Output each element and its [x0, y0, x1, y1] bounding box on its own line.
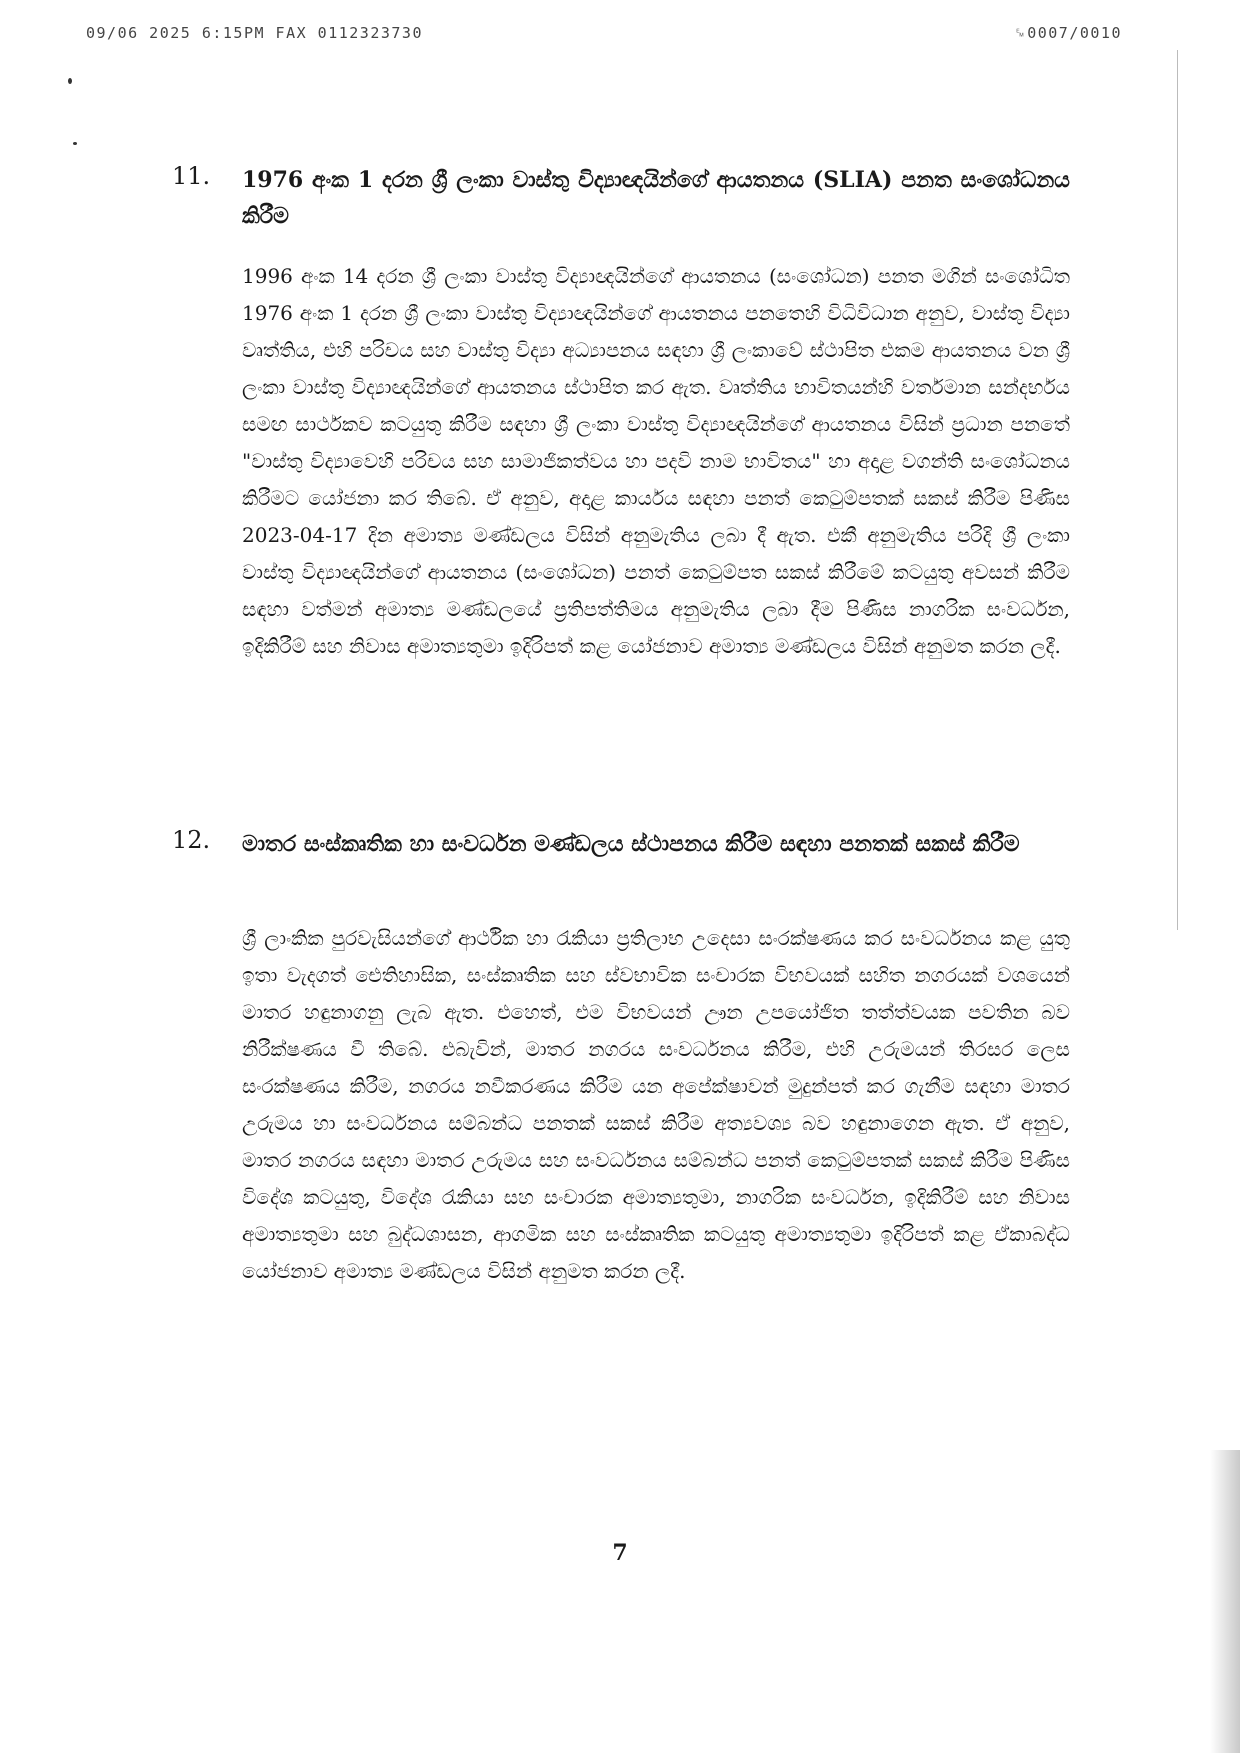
section-12: [172, 826, 1070, 1386]
section-11: [172, 162, 1070, 782]
fax-header: 09/06 2025 6:15PM FAX 0112323730: [86, 24, 423, 42]
page-number: 7: [612, 1540, 628, 1566]
scan-edge-shadow: [1210, 1450, 1240, 1753]
section-title: මාතර සංස්කෘතික හා සංවර්ධන මණ්ඩලය ස්ථාපනය කිරීම සඳහා පනතක් සකස් කිරීම: [242, 831, 1020, 857]
section-body: 1996 අංක 14 දරන ශ්‍රී ලංකා වාස්තු විද්‍යාඥයින්ගේ ආයතනය (සංශෝධන) පනත මගින් සංශෝධිත 1976 අංක 1 දරන ශ්‍රී ලංකා වාස්තු විද්‍යාඥයින්ගේ ආයතනය පනතෙහි විධිවිධාන අනුව, වාස්තු විද්‍යා වෘත්තිය, එහි පරිචය සහ වාස්තු විද්‍යා අධ්‍යාපනය සඳහා ශ්‍රී ලංකාවේ ස්ථාපිත එකම ආයතනය වන ශ්‍රී ලංකා වාස්තු විද්‍යාඥයින්ගේ ආයතනය ස්ථාපිත කර ඇත. වෘත්තිය භාවිතයන්හි වර්තමාන සන්දර්භය සමඟ සාර්ථකව කටයුතු කිරීම සඳහා ශ්‍රී ලංකා වාස්තු විද්‍යාඥයින්ගේ ආයතනය විසින් ප්‍රධාන පනතේ "වාස්තු විද්‍යාවෙහි පරිචය සහ සාමාජිකත්වය හා පදවි නාම භාවිතය" හා අදාළ වගන්ති සංශෝධනය කිරීමට යෝජනා කර තිබේ. ඒ අනුව, අදාළ කාර්යය සඳහා පනත් කෙටුම්පතක් සකස් කිරීම පිණිස 2023-04-17 දින අමාත්‍ය මණ්ඩලය විසින් අනුමැතිය ලබා දී ඇත. එකී අනුමැතිය පරිදි ශ්‍රී ලංකා වාස්තු විද්‍යාඥයින්ගේ ආයතනය (සංශෝධන) පනත් කෙටුම්පත සකස් කිරීමේ කටයුතු අවසන් කිරීම සඳහා වත්මන් අමාත්‍ය මණ්ඩලයේ ප්‍රතිපත්තිමය අනුමැතිය ලබා දීම පිණිස නාගරික සංවර්ධන, ඉදිකිරීම් සහ නිවාස අමාත්‍යතුමා ඉදිරිපත් කළ යෝජනාව අමාත්‍ය මණ්ඩලය විසින් අනුමත කරන ලදී.: [242, 264, 1070, 658]
scan-speck: [73, 142, 77, 145]
section-title: 1976 අංක 1 දරන ශ්‍රී ලංකා වාස්තු විද්‍යාඥයින්ගේ ආයතනය (SLIA) පනත සංශෝධනය කිරීම: [242, 167, 1070, 229]
section-number: 11.: [172, 162, 211, 190]
fax-page-counter: ␙0007/0010: [1013, 24, 1122, 42]
section-body: ශ්‍රී ලාංකික පුරවැසියන්ගේ ආර්ථික හා රැකියා ප්‍රතිලාභ උදෙසා සංරක්ෂණය කර සංවර්ධනය කළ යුතු ඉතා වැදගත් ඓතිහාසික, සංස්කෘතික සහ ස්වභාවික සංචාරක විභවයක් සහිත නගරයක් වශයෙන් මාතර හඳුනාගනු ලැබ ඇත. එහෙත්, එම විභවයන් ඌන උපයෝජිත තත්ත්වයක පවතින බව නිරීක්ෂණය වී තිබේ. එබැවින්, මාතර නගරය සංවර්ධනය කිරීම, එහි උරුමයන් තිරසර ලෙස සංරක්ෂණය කිරීම, නගරය නවීකරණය කිරීම යන අපේක්ෂාවන් මුදුන්පත් කර ගැනීම සඳහා මාතර උරුමය හා සංවර්ධනය සම්බන්ධ පනතක් සකස් කිරීම අත්‍යවශ්‍ය බව හඳුනාගෙන ඇත. ඒ අනුව, මාතර නගරය සඳහා මාතර උරුමය සහ සංවර්ධනය සම්බන්ධ පනත් කෙටුම්පතක් සකස් කිරීම පිණිස විදේශ කටයුතු, විදේශ රැකියා සහ සංචාරක අමාත්‍යතුමා, නාගරික සංවර්ධන, ඉදිකිරීම් සහ නිවාස අමාත්‍යතුමා සහ බුද්ධශාසන, ආගමික සහ සංස්කෘතික කටයුතු අමාත්‍යතුමා ඉදිරිපත් කළ ඒකාබද්ධ යෝජනාව අමාත්‍ය මණ්ඩලය විසින් අනුමත කරන ලදී.: [242, 926, 1070, 1283]
section-number: 12.: [172, 826, 211, 854]
scan-edge-line: [1177, 50, 1178, 930]
scan-speck: [68, 78, 72, 84]
